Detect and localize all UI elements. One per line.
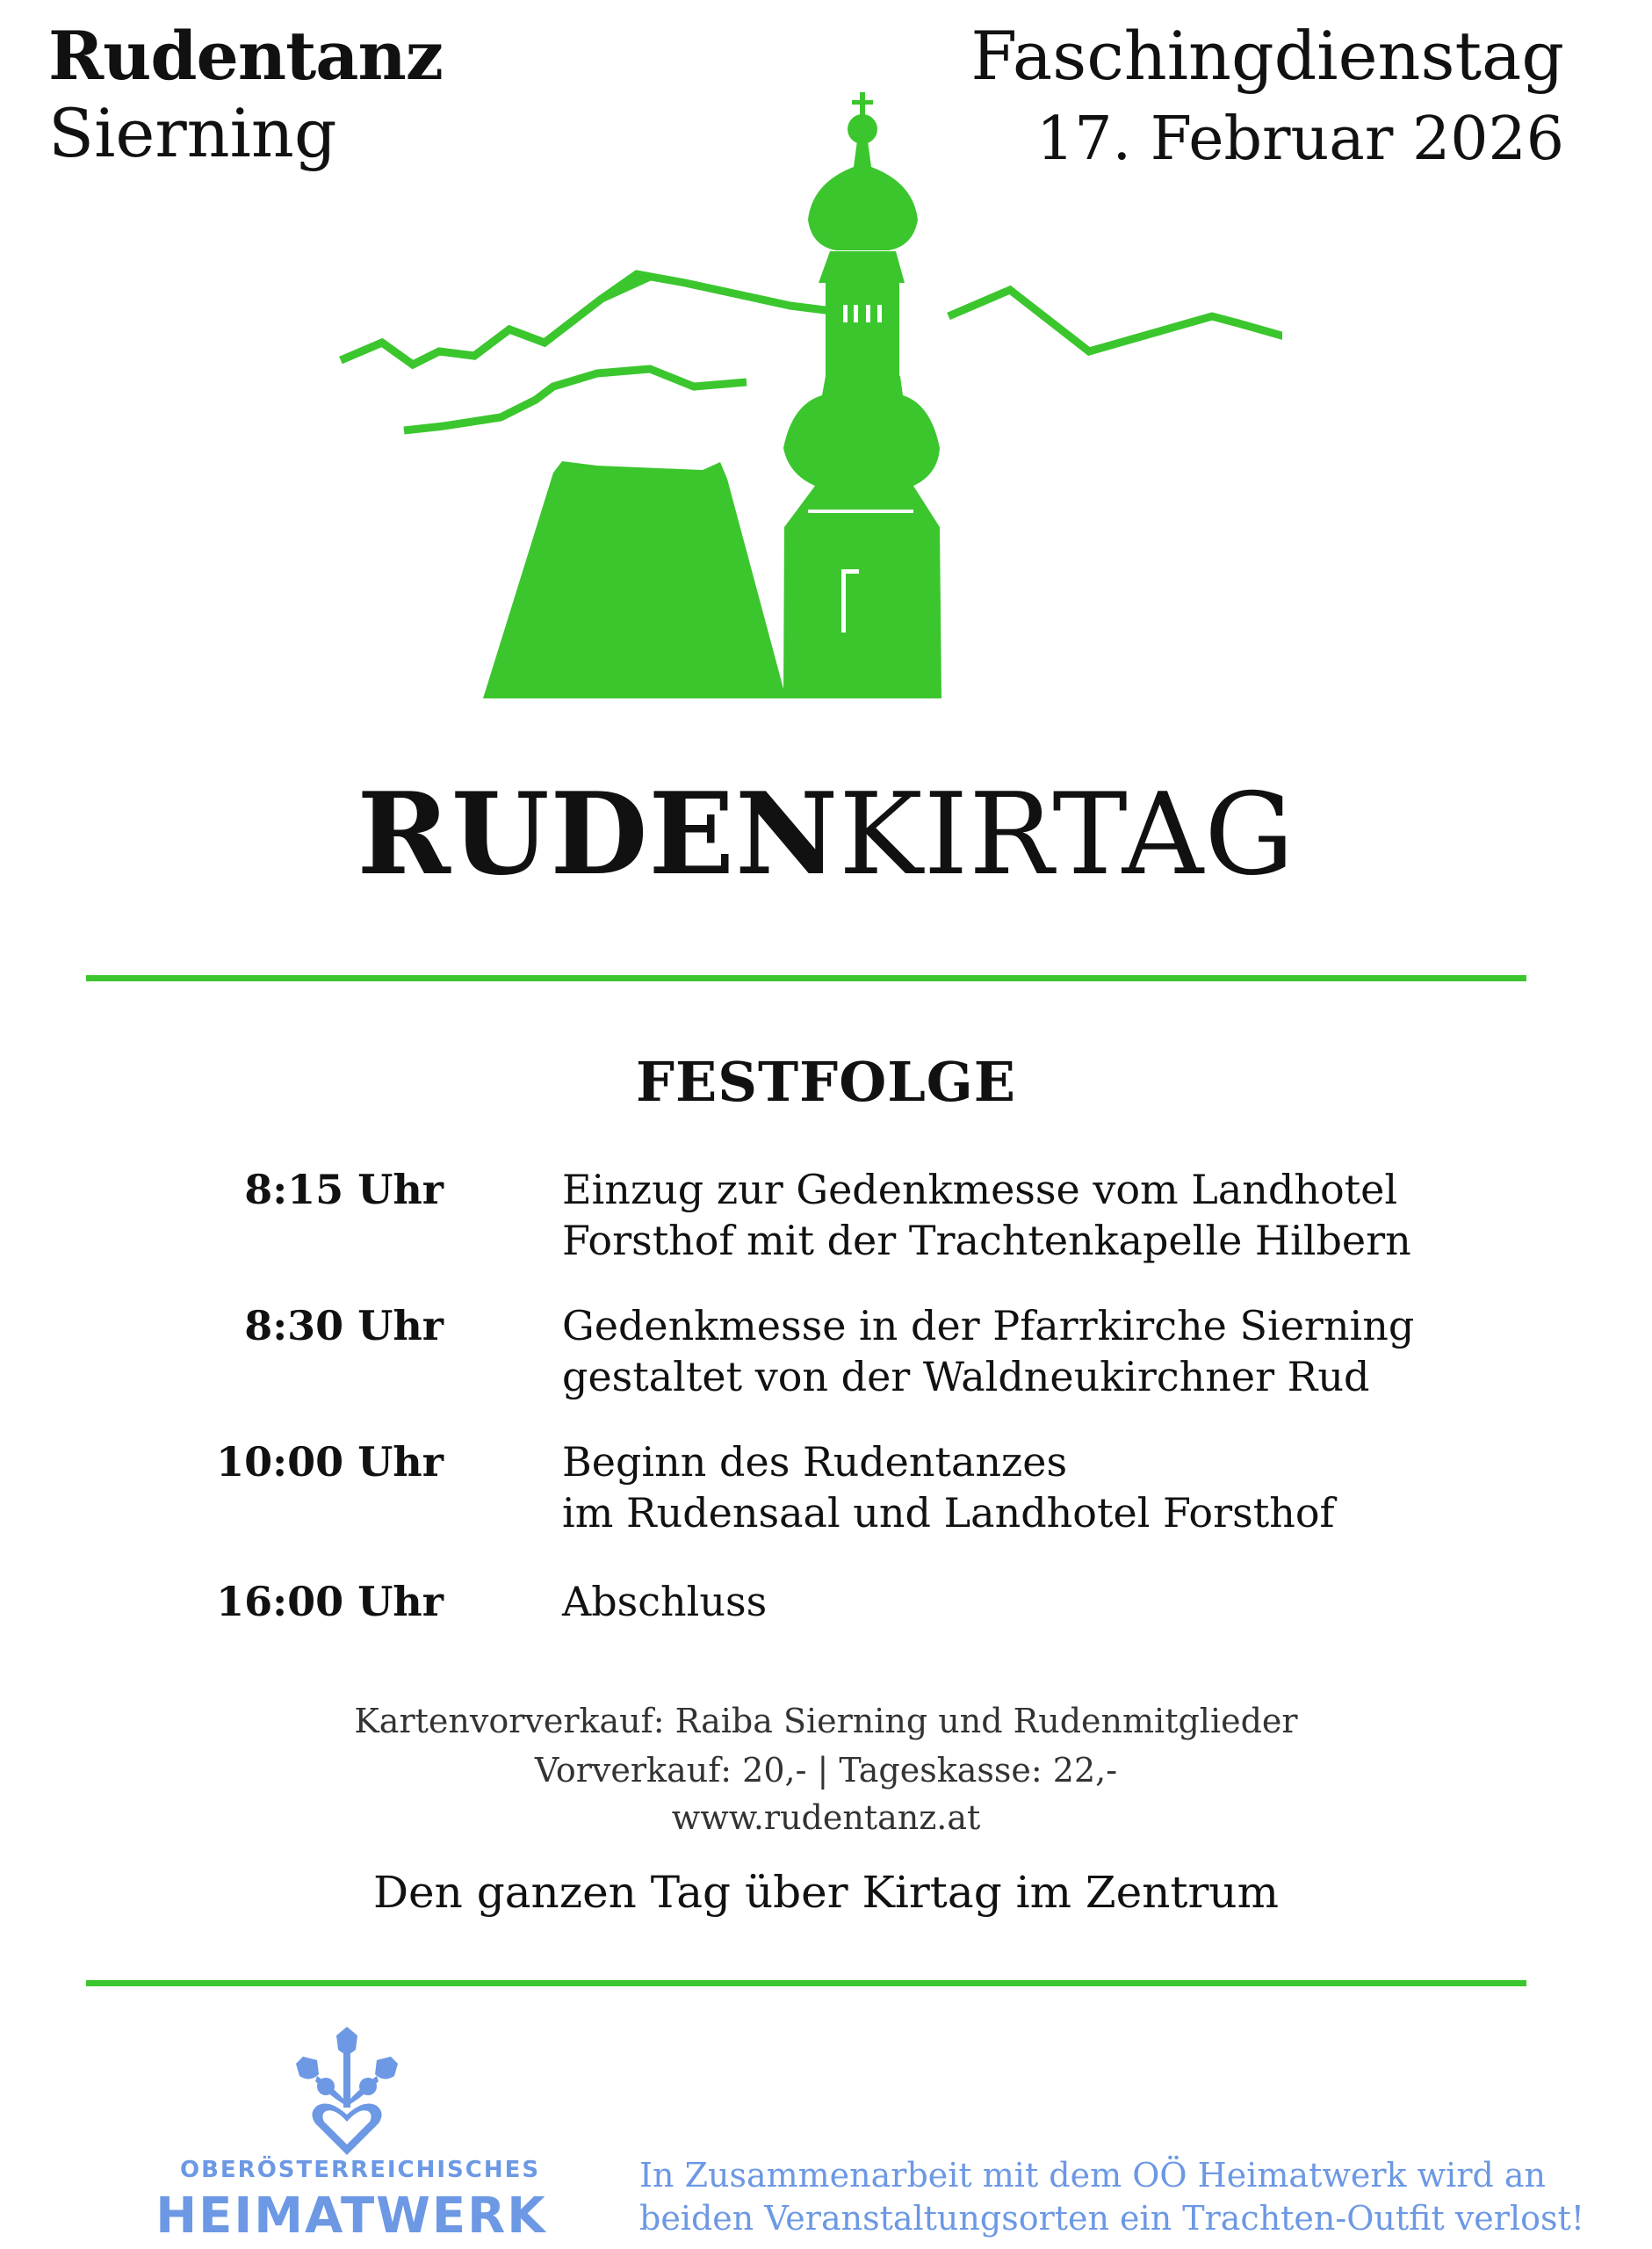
mountain-ridge-back-left (341, 274, 839, 365)
header-occasion: Faschingdienstag (970, 17, 1564, 95)
hat-shape (483, 461, 786, 698)
event-title-light: KIRTAG (839, 770, 1295, 900)
schedule-line: Forsthof mit der Trachtenkapelle Hilbern (562, 1216, 1411, 1264)
schedule-description (562, 1301, 1572, 1402)
schedule-line: Gedenkmesse in der Pfarrkirche Sierning (562, 1302, 1415, 1349)
schedule-time: 10:00 Uhr (216, 1438, 444, 1486)
tulip-heart-logo (285, 2025, 408, 2157)
ticket-presale: Kartenvorverkauf: Raiba Sierning und Rudenmitglieder (354, 1702, 1298, 1740)
schedule-description (562, 1437, 1572, 1538)
website-link[interactable]: www.rudentanz.at (671, 1798, 981, 1837)
heimatwerk-logo-line2: HEIMATWERK (155, 2188, 547, 2245)
footer-note-line: In Zusammenarbeit mit dem OÖ Heimatwerk wird an (639, 2156, 1547, 2195)
tagline: Den ganzen Tag über Kirtag im Zentrum (372, 1867, 1280, 1918)
mountain-ridge-front (404, 369, 747, 430)
schedule-line: gestaltet von der Waldneukirchner Rud (562, 1352, 1370, 1400)
header-title: Rudentanz (48, 17, 443, 95)
church-tower-mountains-emblem (334, 79, 1282, 712)
schedule-line: Abschluss (562, 1578, 768, 1625)
schedule-time: 8:30 Uhr (244, 1302, 444, 1349)
mountain-ridge-back-right (949, 290, 1282, 382)
schedule-description (562, 1165, 1572, 1266)
divider-bottom (86, 1980, 1526, 1986)
event-title-bold: RUDEN (357, 769, 840, 900)
church-tower (783, 92, 941, 698)
footer-note-line: beiden Veranstaltungsorten ein Trachten-Outfit verlost! (639, 2199, 1585, 2238)
schedule-time: 8:15 Uhr (244, 1166, 444, 1213)
mountain-ridge-back (341, 277, 650, 365)
divider-top (86, 975, 1526, 981)
schedule-time: 16:00 Uhr (216, 1578, 444, 1625)
schedule-line: im Rudensaal und Landhotel Forsthof (562, 1488, 1335, 1537)
schedule-description (562, 1577, 1572, 1628)
footer-note (639, 2154, 1605, 2241)
event-title (0, 769, 1652, 900)
heimatwerk-logo-line1: OBERÖSTERREICHISCHES (180, 2157, 541, 2183)
ticket-prices: Vorverkauf: 20,- | Tageskasse: 22,- (534, 1751, 1118, 1790)
festfolge-heading: FESTFOLGE (635, 1050, 1016, 1114)
schedule-line: Einzug zur Gedenkmesse vom Landhotel (562, 1166, 1398, 1213)
header-date: 17. Februar 2026 (1035, 105, 1564, 174)
header-location: Sierning (48, 94, 337, 172)
schedule-line: Beginn des Rudentanzes (562, 1438, 1068, 1486)
